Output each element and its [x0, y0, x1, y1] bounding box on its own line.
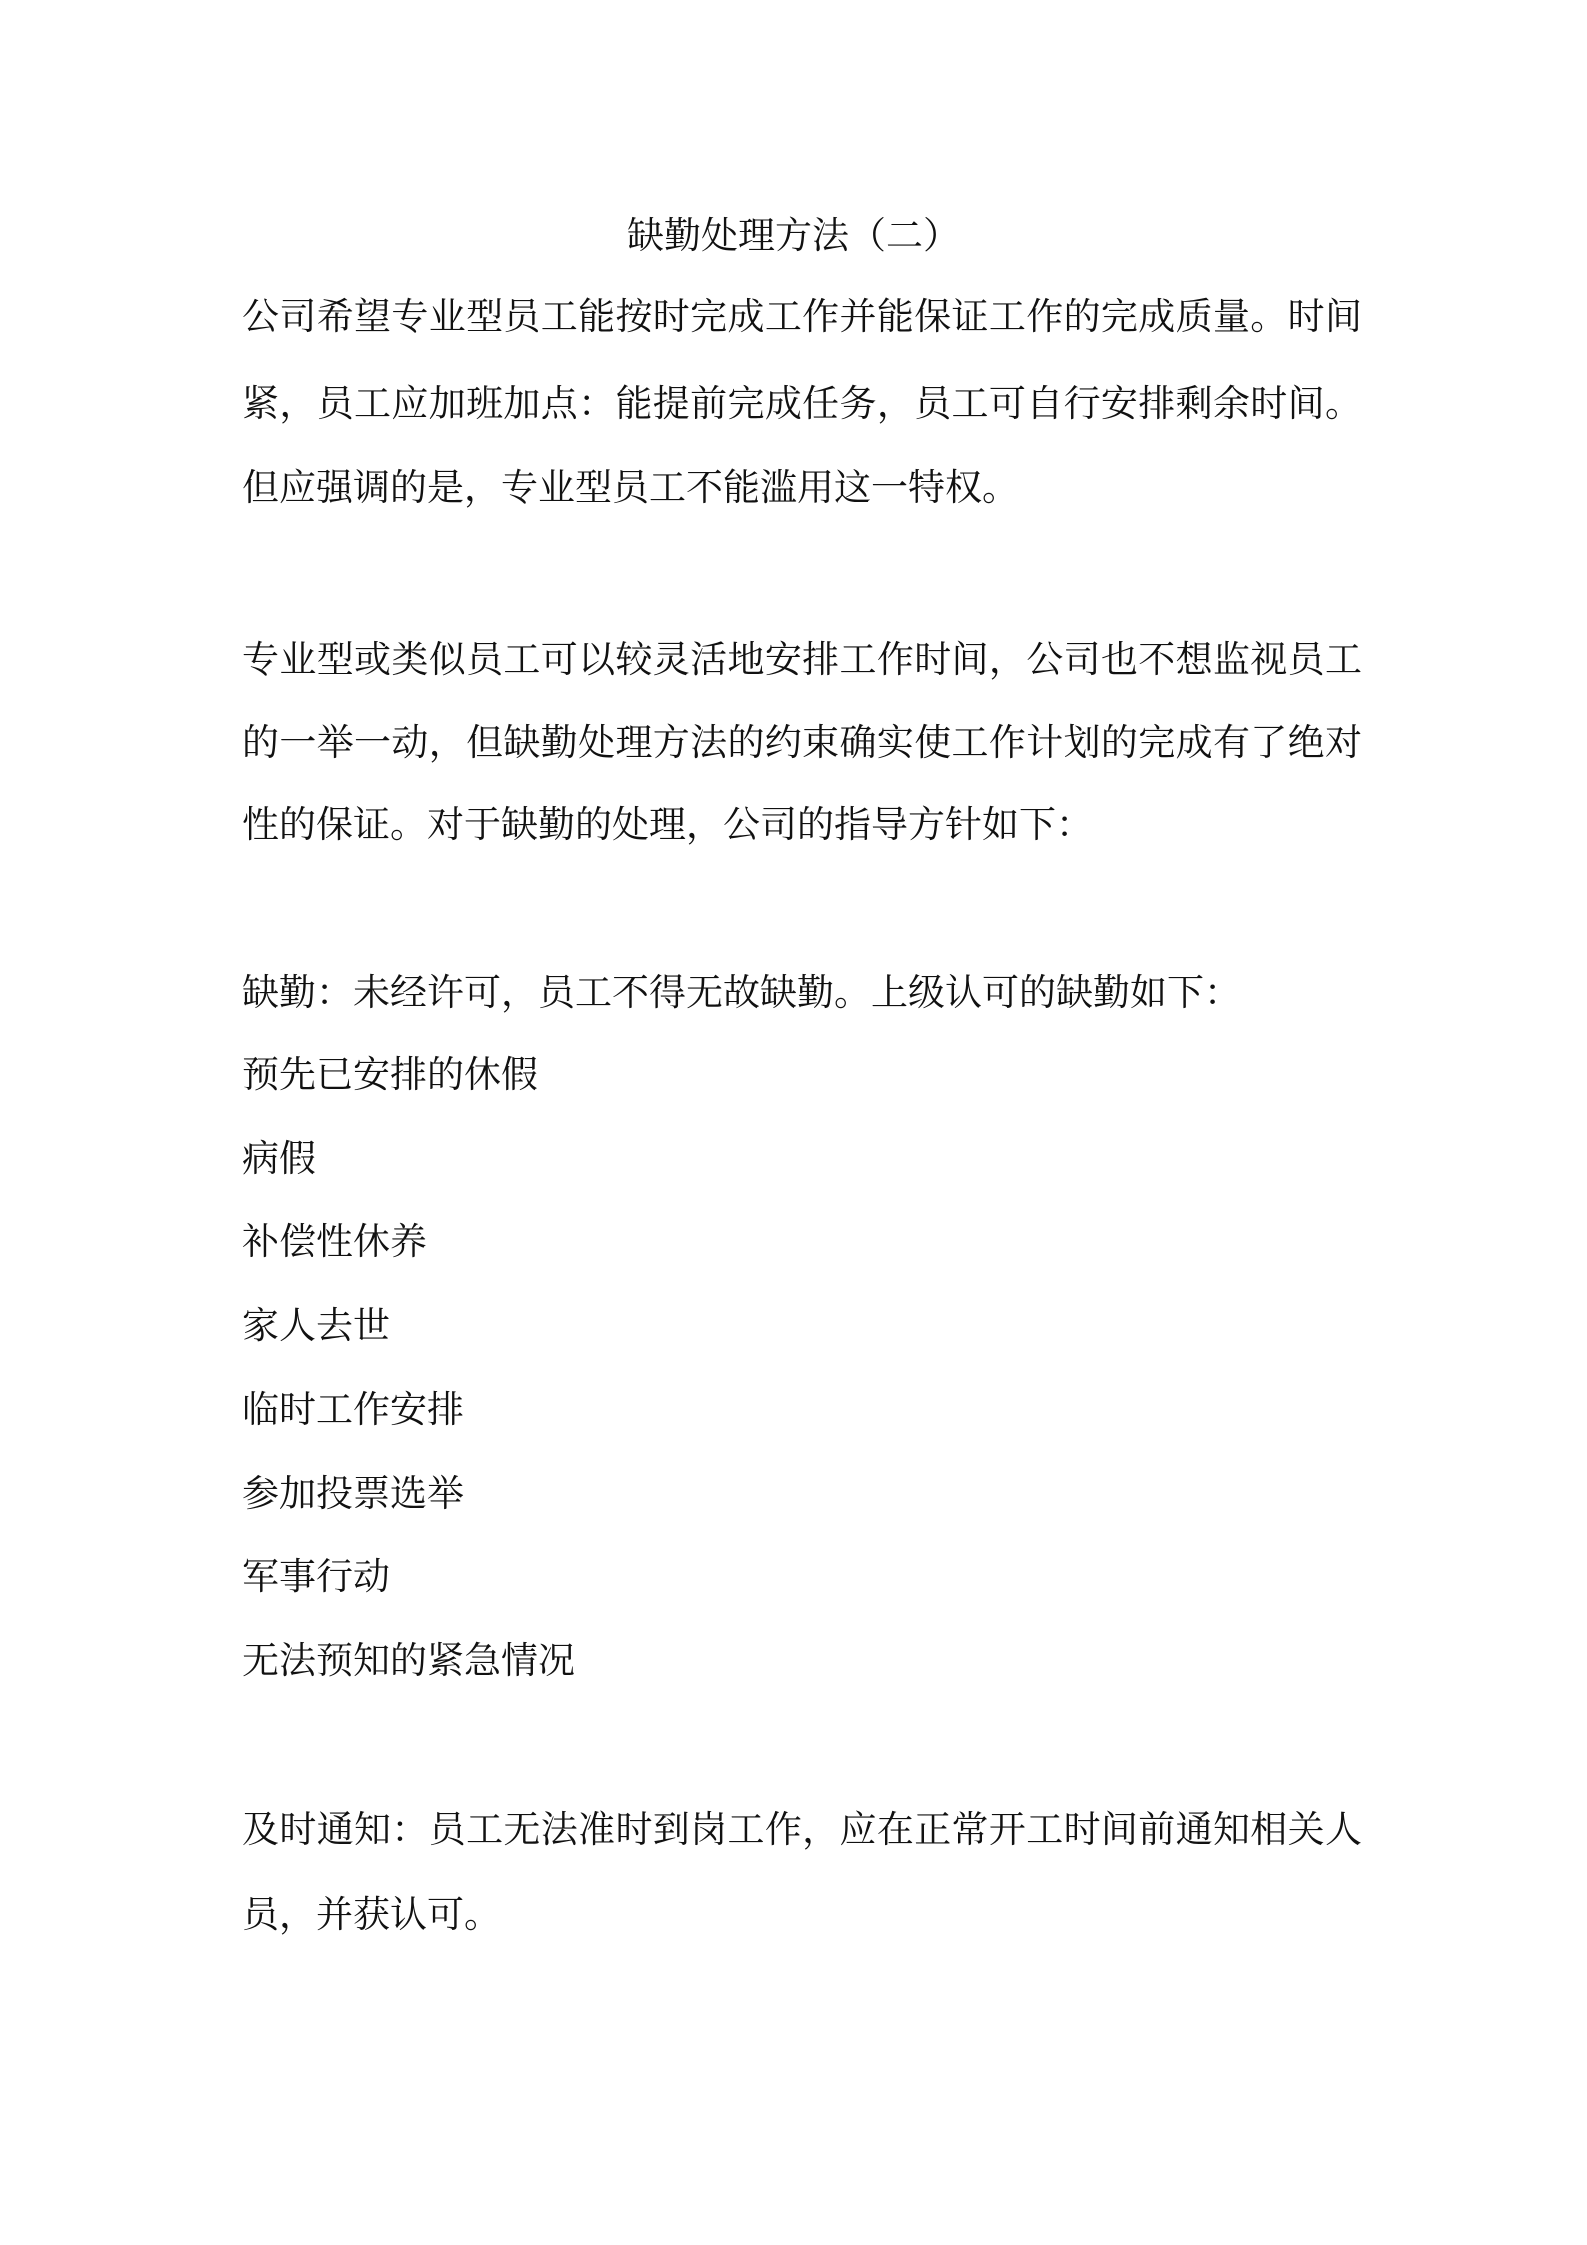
text-line: 员，并获认可。: [242, 1893, 501, 1936]
text-line: 紧，员工应加班加点：能提前完成任务，员工可自行安排剩余时间。: [242, 382, 1362, 425]
list-item: 临时工作安排: [242, 1388, 464, 1431]
text-line: 性的保证。对于缺勤的处理，公司的指导方针如下：: [242, 803, 1093, 846]
text-line: 公司希望专业型员工能按时完成工作并能保证工作的完成质量。时间: [242, 295, 1362, 338]
absence-heading: 缺勤：未经许可，员工不得无故缺勤。上级认可的缺勤如下：: [242, 971, 1241, 1014]
list-item: 预先已安排的休假: [242, 1053, 538, 1096]
text-line: 及时通知：员工无法准时到岗工作，应在正常开工时间前通知相关人: [242, 1808, 1362, 1851]
text-line: 专业型或类似员工可以较灵活地安排工作时间，公司也不想监视员工: [242, 638, 1362, 681]
text-line: 但应强调的是，专业型员工不能滥用这一特权。: [242, 466, 1019, 509]
list-item: 家人去世: [242, 1304, 390, 1347]
document-title: 缺勤处理方法（二）: [627, 214, 960, 257]
list-item: 补偿性休养: [242, 1220, 427, 1263]
list-item: 病假: [242, 1137, 316, 1180]
text-line: 的一举一动，但缺勤处理方法的约束确实使工作计划的完成有了绝对: [242, 721, 1362, 764]
list-item: 参加投票选举: [242, 1472, 464, 1515]
list-item: 军事行动: [242, 1555, 390, 1598]
list-item: 无法预知的紧急情况: [242, 1639, 575, 1682]
